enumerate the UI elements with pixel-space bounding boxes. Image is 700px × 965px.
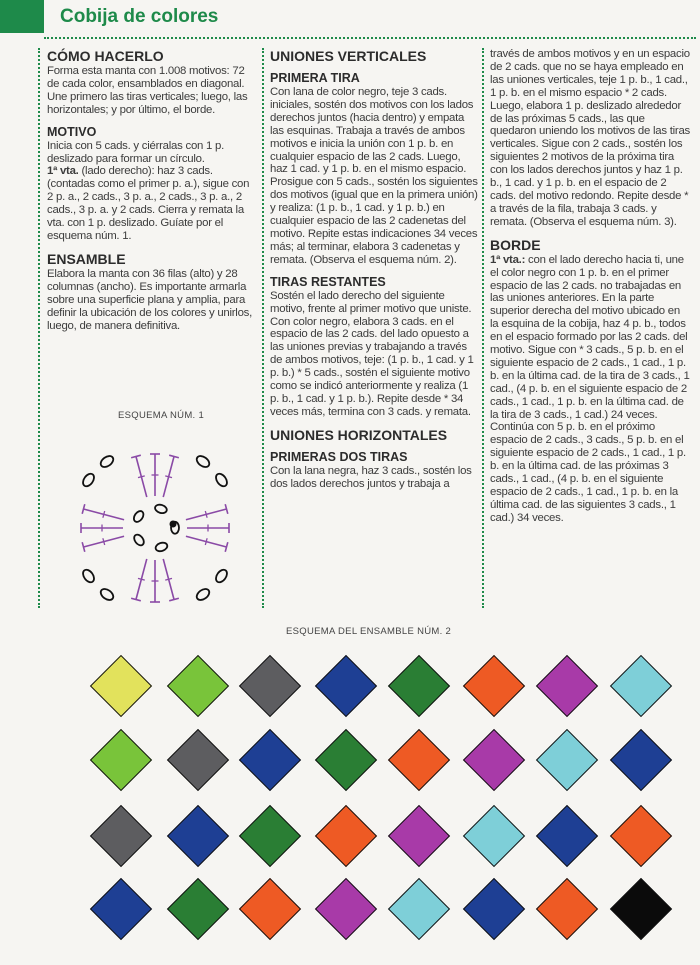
color-diamond-navy xyxy=(90,878,152,940)
color-diamond-green xyxy=(167,878,229,940)
color-diamond-navy xyxy=(536,805,598,867)
column-divider xyxy=(38,48,40,608)
color-diamond-lime xyxy=(90,729,152,791)
color-diamond-green xyxy=(388,655,450,717)
double-crochet-icon xyxy=(165,578,172,580)
color-diamond-purple xyxy=(315,878,377,940)
double-crochet-icon xyxy=(138,476,145,478)
section-title-uniones-verticales: UNIONES VERTICALES xyxy=(270,48,427,64)
section-title-uniones-horizontales: UNIONES HORIZONTALES xyxy=(270,426,448,443)
color-diamond-purple xyxy=(463,729,525,791)
section-title-como-hacerlo: CÓMO HACERLO xyxy=(47,48,164,64)
borde-text xyxy=(490,254,690,525)
color-diamond-navy xyxy=(463,878,525,940)
uniones-horizontales-continued-text: través de ambos motivos y en un espacio de 2 cads. que no se haya empleado en las uniones verticales, teje 1 p. b., 1 cad., 1 p. b. en el mismo espacio * 2 cads. Luego, elabora 1 p. deslizado alrededor de las próximas 5 cads., las que quedaron uniendo los motivos de las tiras verticales. Sigue con 2 cads., sostén los siguientes 2 motivos de la próxima tira con los lados derechos juntos y haz 1 p. b., 1 cad. y 1 p. b. en el espacio de 2 cads. del motivo redondo. Repite desde * a través de la fila, trabaja 3 cads. y remata. (Observa el esquema núm. 3). xyxy=(490,48,690,228)
chain-stitch-icon xyxy=(214,472,229,489)
section-title-motivo: MOTIVO xyxy=(47,124,97,139)
color-diamond-green xyxy=(239,805,301,867)
chain-stitch-icon xyxy=(214,568,229,585)
double-crochet-icon xyxy=(138,578,145,580)
color-diamond-navy xyxy=(315,655,377,717)
column-divider xyxy=(482,48,484,608)
slip-stitch-icon xyxy=(170,521,177,528)
chain-stitch-icon xyxy=(99,587,116,602)
color-diamond-purple xyxy=(536,655,598,717)
ensamble-text: Elabora la manta con 36 filas (alto) y 28 columnas (ancho). Es importante armarla sobre una superficie plana y amplia, para definir la ubicación de los colores y unirlos, luego, de manera definitiva. xyxy=(47,267,253,332)
column-3 xyxy=(490,48,690,533)
section-title-tiras-restantes: TIRAS RESTANTES xyxy=(270,274,386,289)
motivo-text: Inicia con 5 cads. y ciérralas con 1 p. deslizado para formar un círculo. xyxy=(47,139,225,165)
page-title: Cobija de colores xyxy=(60,6,219,27)
esquema-2-caption: ESQUEMA DEL ENSAMBLE NÚM. 2 xyxy=(286,626,452,637)
color-diamond-orange xyxy=(463,655,525,717)
column-1 xyxy=(47,48,255,340)
header-tab xyxy=(0,0,44,33)
round-instructions: (lado derecho): haz 3 cads. (contadas como el primer p. a.), sigue con 2 p. a., 2 cads., 3 p. a., 2 cads., 3 p. a., 2 cads., 3 p. a. y 2 cads. Cierra y remata la vta. con 1 p. deslizado. Guíate por el esquema núm. 1. xyxy=(47,165,250,242)
chain-stitch-icon xyxy=(154,541,168,552)
chain-stitch-icon xyxy=(99,454,116,469)
chain-stitch-icon xyxy=(195,587,212,602)
color-diamond-navy xyxy=(167,805,229,867)
double-crochet-icon xyxy=(205,511,207,518)
color-diamond-green xyxy=(315,729,377,791)
double-crochet-icon xyxy=(165,476,172,478)
column-2 xyxy=(270,48,478,499)
color-diamond-cyan xyxy=(388,878,450,940)
column-divider xyxy=(262,48,264,608)
color-diamond-yellow xyxy=(90,655,152,717)
como-hacerlo-text: Forma esta manta con 1.008 motivos: 72 de cada color, ensamblados en diagonal. Une primero las tiras verticales; luego, las horizontales; y por último, el borde. xyxy=(47,65,248,116)
chain-stitch-icon xyxy=(132,509,145,523)
section-title-primeras-dos-tiras: PRIMERAS DOS TIRAS xyxy=(270,449,408,464)
color-diamond-gray xyxy=(239,655,301,717)
color-diamond-cyan xyxy=(536,729,598,791)
double-crochet-icon xyxy=(205,538,207,545)
color-diamond-purple xyxy=(388,805,450,867)
round-label: 1ª vta. xyxy=(47,165,79,178)
round-instructions: con el lado derecho hacia ti, une el color negro con 1 p. b. en el primer espacio de las 2 cads. no trabajadas en las uniones anteriores. En la parte superior derecha del motivo ubicado en la esquina de la cobija, haz 4 p. b., todos en el espacio formado por las 2 cads. del motivo. Sigue con * 3 cads., 5 p. b. en el siguiente espacio de 2 cads., 1 cad., 1 p. b. en la última cad. de la tira de 3 cads., 1 cad., (4 p. b. en el siguiente espacio de 2 cads., 1 cad., 1 p. b. en la última cad. de la tira de 3 cads., 1 cad.) 24 veces. Continúa con 5 p. b. en el próximo espacio de 2 cads., 3 cads., 5 p. b. en el siguiente espacio de 2 cads., 1 cad., 1 p. b. en la última cad. de las próximas 3 cads., 1 cad., (4 p. b. en el siguiente espacio de 2 cads., 1 cad., 1 p. b. en la última cad. de las siguientes 3 cads., 1 cad.) 34 veces. xyxy=(490,253,690,524)
esquema-1-caption: ESQUEMA NÚM. 1 xyxy=(118,410,205,421)
color-diamond-orange xyxy=(536,878,598,940)
chain-stitch-icon xyxy=(132,533,146,547)
color-diamond-cyan xyxy=(610,655,672,717)
crochet-motif-diagram xyxy=(55,428,255,628)
color-diamond-black xyxy=(610,878,672,940)
chain-stitch-icon xyxy=(81,568,96,585)
motivo-round-text xyxy=(47,165,255,242)
color-diamond-navy xyxy=(239,729,301,791)
color-diamond-cyan xyxy=(463,805,525,867)
primeras-dos-tiras-text: Con la lana negra, haz 3 cads., sostén los dos lados derechos juntos y trabaja a xyxy=(270,464,472,490)
section-title-borde: BORDE xyxy=(490,236,541,253)
double-crochet-icon xyxy=(103,538,105,545)
section-title-primera-tira: PRIMERA TIRA xyxy=(270,71,360,85)
double-crochet-icon xyxy=(103,511,105,518)
section-title-ensamble: ENSAMBLE xyxy=(47,250,126,267)
color-diamond-orange xyxy=(315,805,377,867)
color-diamond-gray xyxy=(90,805,152,867)
round-label: 1ª vta.: xyxy=(490,253,526,266)
chain-stitch-icon xyxy=(154,503,168,514)
chain-stitch-icon xyxy=(195,454,212,469)
color-diamond-orange xyxy=(239,878,301,940)
color-diamond-orange xyxy=(388,729,450,791)
tiras-restantes-text: Sostén el lado derecho del siguiente motivo, frente al primer motivo que uniste. Con color negro, elabora 3 cads. en el espacio de las 2 cads. del lado opuesto a las uniones previas y trabajando a través de ambos motivos, teje: (1 p. b., 1 cad. y 1 p. b.) * 5 cads., sostén el siguiente motivo como se indicó anteriormente y realiza (1 p. b., 1 cad. y 1 p. b.). Repite desde * 34 veces más, termina con 3 cads. y remata. xyxy=(270,289,474,418)
primera-tira-text: Con lana de color negro, teje 3 cads. iniciales, sostén dos motivos con los lados derechos juntos (hacia dentro) y empata las esquinas. Trabaja a través de ambos motivos e inicia la unión con 1 p. b. en cualquier espacio de las 2 cads. Luego, haz 1 cad. y 1 p. b. en el mismo espacio. Prosigue con 5 cads., sostén los siguientes dos motivos (igual que en la primera unión) y realiza: (1 p. b., 1 cad. y 1 p. b.) en cualquier espacio de las 2 cadenetas del motivo. Repite estas indicaciones 34 veces más; al terminar, elabora 3 cadenetas y remata. (Observa el esquema núm. 2). xyxy=(270,86,478,266)
color-diamond-orange xyxy=(610,805,672,867)
page-header xyxy=(0,0,700,40)
chain-stitch-icon xyxy=(81,472,96,489)
color-diamond-lime xyxy=(167,655,229,717)
color-diamond-gray xyxy=(167,729,229,791)
color-diamond-navy xyxy=(610,729,672,791)
header-rule xyxy=(44,37,696,39)
